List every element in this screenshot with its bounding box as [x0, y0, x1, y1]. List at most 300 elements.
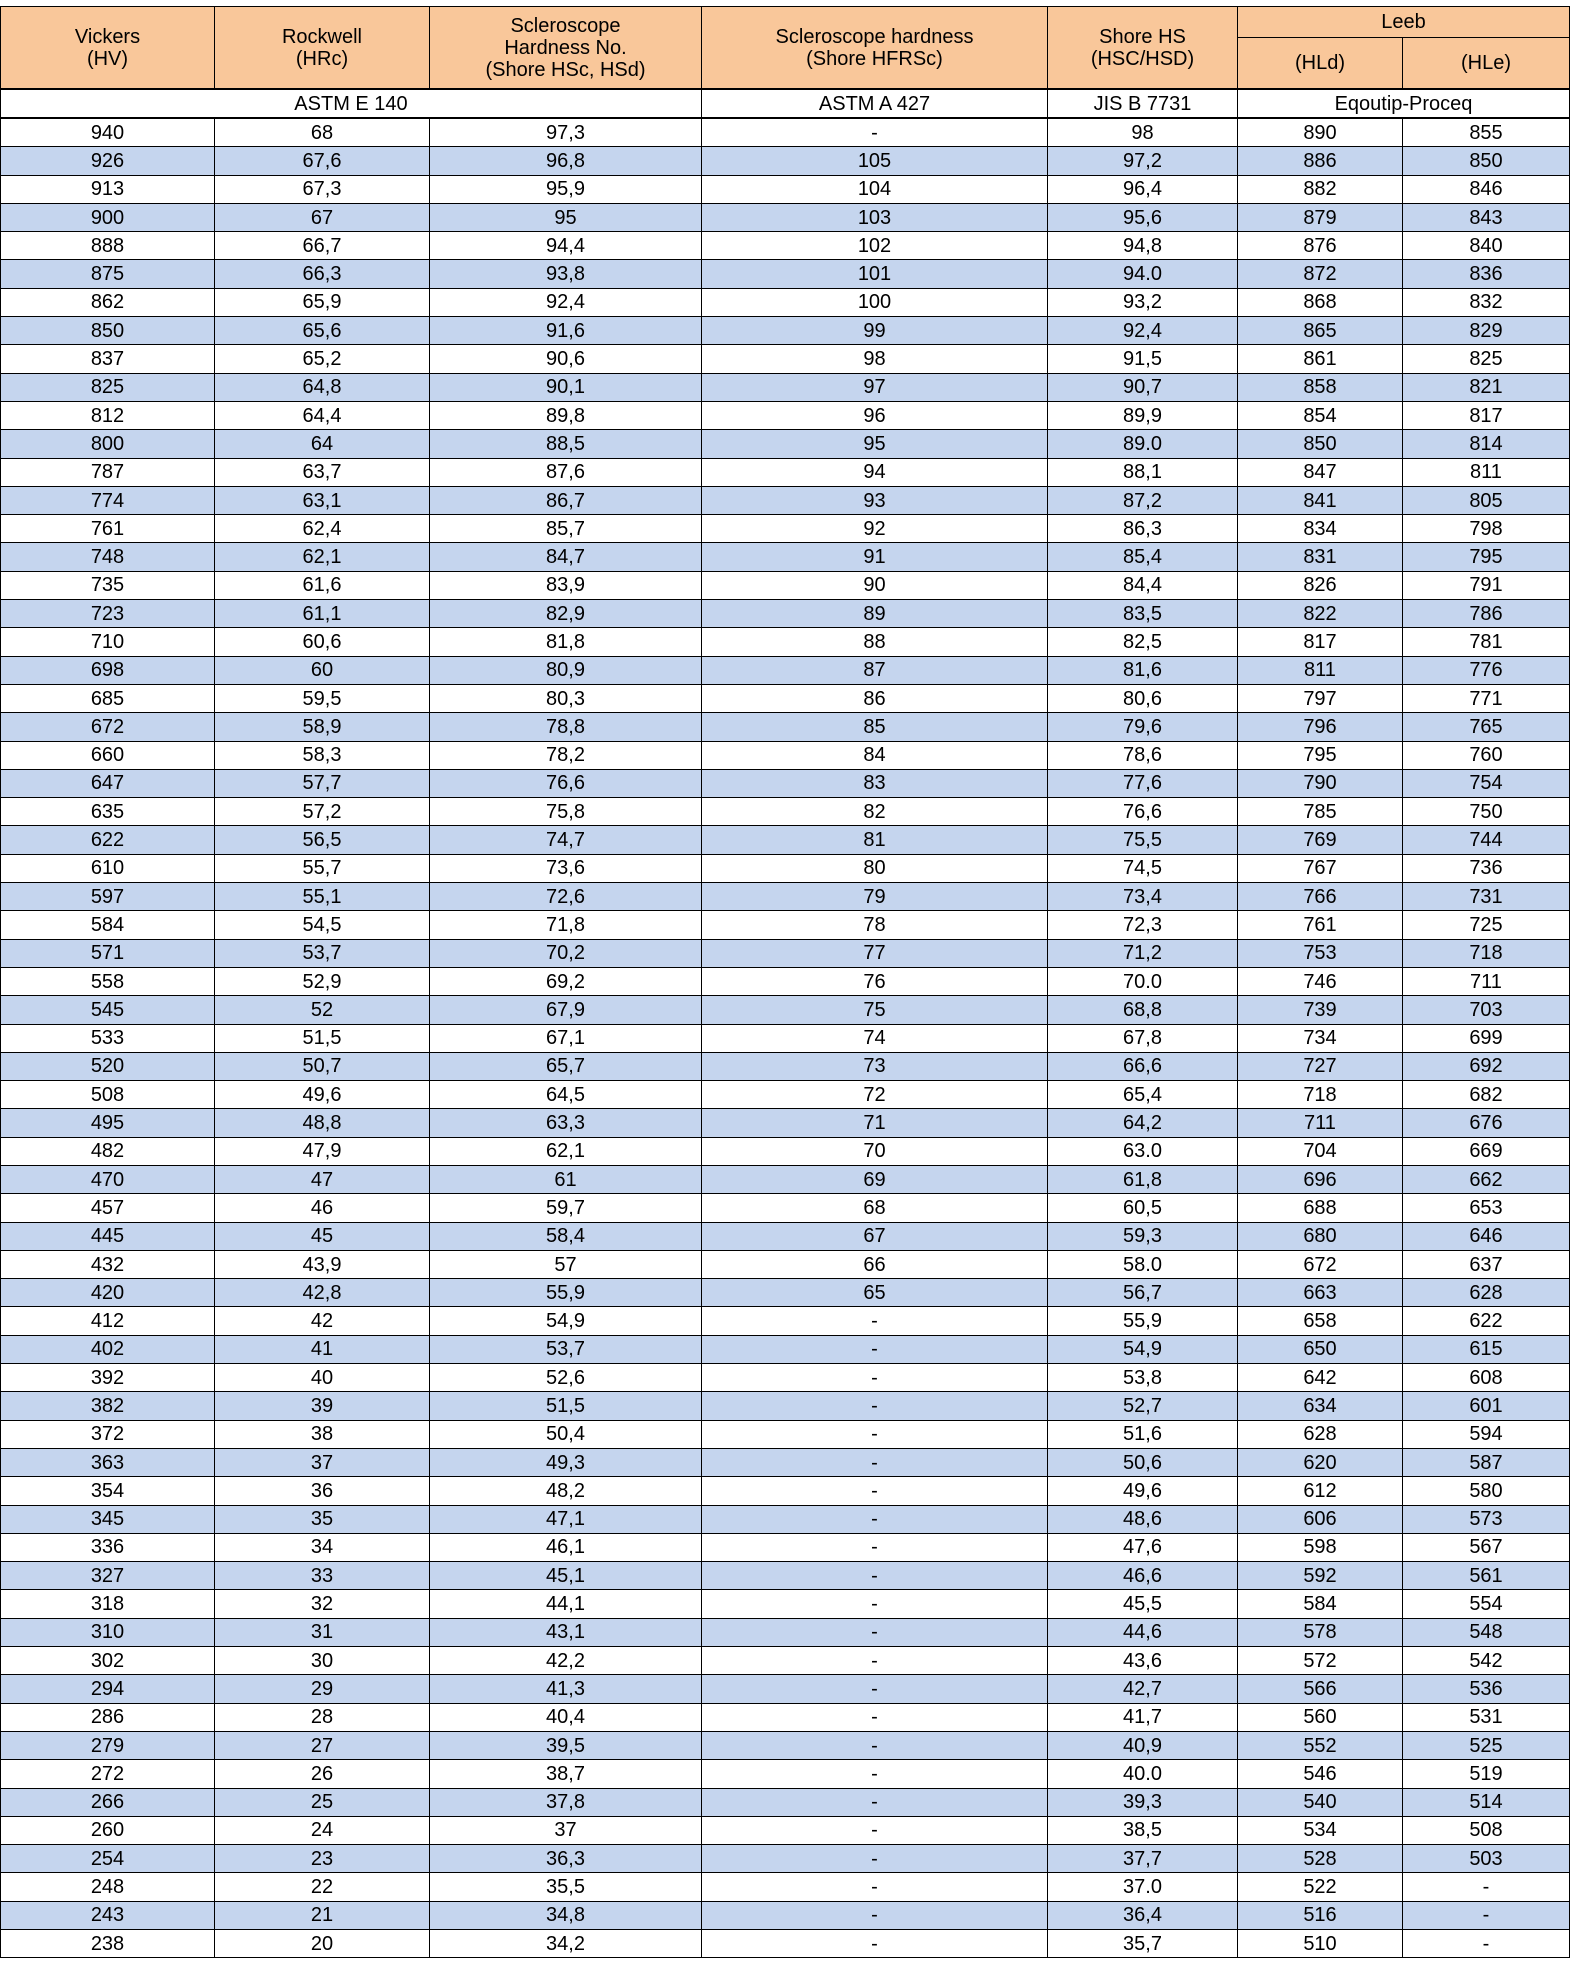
table-row [1, 1165, 1570, 1193]
cell-leeb-hld: 811 [1238, 656, 1403, 684]
cell-vickers: 597 [1, 883, 215, 911]
cell-shore-hs: 75,5 [1048, 826, 1238, 854]
cell-leeb-hle: 798 [1403, 515, 1570, 543]
table-row [1, 1505, 1570, 1533]
table-row [1, 996, 1570, 1024]
cell-leeb-hld: 672 [1238, 1250, 1403, 1278]
cell-scleroscope-hardness: - [702, 1647, 1048, 1675]
cell-shore-hs: 86,3 [1048, 515, 1238, 543]
cell-rockwell: 38 [215, 1420, 430, 1448]
cell-leeb-hld: 534 [1238, 1816, 1403, 1844]
cell-rockwell: 32 [215, 1590, 430, 1618]
cell-rockwell: 26 [215, 1760, 430, 1788]
cell-scleroscope-hardness: - [702, 1335, 1048, 1363]
cell-scleroscope-hardness: - [702, 1533, 1048, 1561]
cell-rockwell: 22 [215, 1873, 430, 1901]
cell-leeb-hle: 519 [1403, 1760, 1570, 1788]
cell-rockwell: 52 [215, 996, 430, 1024]
cell-vickers: 457 [1, 1194, 215, 1222]
cell-rockwell: 28 [215, 1703, 430, 1731]
cell-leeb-hle: 829 [1403, 317, 1570, 345]
cell-scleroscope-hardness: 93 [702, 486, 1048, 514]
cell-rockwell: 45 [215, 1222, 430, 1250]
cell-leeb-hld: 566 [1238, 1675, 1403, 1703]
cell-scleroscope-hardness: 69 [702, 1165, 1048, 1193]
cell-vickers: 310 [1, 1618, 215, 1646]
cell-shore-hs: 88,1 [1048, 458, 1238, 486]
table-row [1, 1420, 1570, 1448]
cell-vickers: 336 [1, 1533, 215, 1561]
cell-vickers: 272 [1, 1760, 215, 1788]
table-row [1, 1392, 1570, 1420]
cell-rockwell: 36 [215, 1477, 430, 1505]
cell-rockwell: 52,9 [215, 967, 430, 995]
cell-vickers: 812 [1, 401, 215, 429]
cell-leeb-hle: 692 [1403, 1052, 1570, 1080]
cell-leeb-hle: 531 [1403, 1703, 1570, 1731]
cell-vickers: 286 [1, 1703, 215, 1731]
cell-rockwell: 64,8 [215, 373, 430, 401]
cell-vickers: 482 [1, 1137, 215, 1165]
cell-scleroscope-no: 80,9 [430, 656, 702, 684]
cell-vickers: 913 [1, 175, 215, 203]
cell-leeb-hld: 663 [1238, 1279, 1403, 1307]
cell-shore-hs: 90,7 [1048, 373, 1238, 401]
cell-scleroscope-no: 51,5 [430, 1392, 702, 1420]
table-row [1, 769, 1570, 797]
cell-vickers: 660 [1, 741, 215, 769]
table-row [1, 1137, 1570, 1165]
cell-shore-hs: 95,6 [1048, 203, 1238, 231]
cell-scleroscope-hardness: 75 [702, 996, 1048, 1024]
cell-leeb-hld: 841 [1238, 486, 1403, 514]
cell-shore-hs: 92,4 [1048, 317, 1238, 345]
cell-scleroscope-no: 40,4 [430, 1703, 702, 1731]
cell-scleroscope-hardness: 90 [702, 571, 1048, 599]
cell-scleroscope-hardness: 77 [702, 939, 1048, 967]
cell-scleroscope-no: 96,8 [430, 147, 702, 175]
cell-scleroscope-hardness: 71 [702, 1109, 1048, 1137]
cell-rockwell: 31 [215, 1618, 430, 1646]
cell-scleroscope-hardness: - [702, 1307, 1048, 1335]
cell-rockwell: 23 [215, 1845, 430, 1873]
standard-equotip: Eqoutip-Proceq [1238, 89, 1570, 118]
cell-scleroscope-hardness: - [702, 1901, 1048, 1929]
cell-leeb-hld: 540 [1238, 1788, 1403, 1816]
cell-leeb-hld: 650 [1238, 1335, 1403, 1363]
cell-shore-hs: 80,6 [1048, 684, 1238, 712]
cell-scleroscope-hardness: - [702, 1816, 1048, 1844]
cell-scleroscope-hardness: 94 [702, 458, 1048, 486]
table-row [1, 515, 1570, 543]
cell-shore-hs: 91,5 [1048, 345, 1238, 373]
cell-shore-hs: 40.0 [1048, 1760, 1238, 1788]
cell-scleroscope-hardness: 79 [702, 883, 1048, 911]
cell-rockwell: 65,6 [215, 317, 430, 345]
table-row [1, 260, 1570, 288]
cell-rockwell: 56,5 [215, 826, 430, 854]
cell-scleroscope-no: 76,6 [430, 769, 702, 797]
cell-rockwell: 60 [215, 656, 430, 684]
cell-leeb-hle: 760 [1403, 741, 1570, 769]
cell-rockwell: 61,6 [215, 571, 430, 599]
cell-vickers: 622 [1, 826, 215, 854]
cell-leeb-hle: 750 [1403, 798, 1570, 826]
table-row [1, 713, 1570, 741]
table-row [1, 911, 1570, 939]
cell-leeb-hld: 584 [1238, 1590, 1403, 1618]
cell-leeb-hle: 615 [1403, 1335, 1570, 1363]
cell-scleroscope-no: 54,9 [430, 1307, 702, 1335]
cell-shore-hs: 56,7 [1048, 1279, 1238, 1307]
cell-rockwell: 29 [215, 1675, 430, 1703]
cell-leeb-hld: 704 [1238, 1137, 1403, 1165]
cell-leeb-hle: 771 [1403, 684, 1570, 712]
table-row [1, 1788, 1570, 1816]
cell-vickers: 495 [1, 1109, 215, 1137]
hardness-conversion-table [0, 6, 1570, 1958]
cell-leeb-hld: 727 [1238, 1052, 1403, 1080]
cell-scleroscope-no: 73,6 [430, 854, 702, 882]
cell-scleroscope-no: 94,4 [430, 232, 702, 260]
cell-vickers: 243 [1, 1901, 215, 1929]
cell-vickers: 900 [1, 203, 215, 231]
table-row [1, 458, 1570, 486]
cell-scleroscope-no: 37,8 [430, 1788, 702, 1816]
standard-astm-a427: ASTM A 427 [702, 89, 1048, 118]
cell-rockwell: 53,7 [215, 939, 430, 967]
cell-vickers: 238 [1, 1930, 215, 1958]
standards-row [1, 89, 1570, 118]
cell-shore-hs: 36,4 [1048, 1901, 1238, 1929]
cell-rockwell: 55,7 [215, 854, 430, 882]
cell-scleroscope-hardness: - [702, 1873, 1048, 1901]
table-row [1, 203, 1570, 231]
cell-shore-hs: 41,7 [1048, 1703, 1238, 1731]
cell-leeb-hld: 620 [1238, 1448, 1403, 1476]
cell-scleroscope-hardness: 100 [702, 288, 1048, 316]
cell-vickers: 545 [1, 996, 215, 1024]
cell-scleroscope-hardness: - [702, 1590, 1048, 1618]
cell-leeb-hle: 795 [1403, 543, 1570, 571]
cell-shore-hs: 89,9 [1048, 401, 1238, 429]
cell-shore-hs: 72,3 [1048, 911, 1238, 939]
header-leeb-hld: (HLd) [1238, 38, 1403, 90]
cell-vickers: 850 [1, 317, 215, 345]
cell-scleroscope-hardness: 66 [702, 1250, 1048, 1278]
table-row [1, 741, 1570, 769]
cell-scleroscope-hardness: - [702, 1477, 1048, 1505]
cell-rockwell: 43,9 [215, 1250, 430, 1278]
cell-rockwell: 58,3 [215, 741, 430, 769]
cell-vickers: 260 [1, 1816, 215, 1844]
cell-scleroscope-hardness: 105 [702, 147, 1048, 175]
table-row [1, 175, 1570, 203]
cell-vickers: 584 [1, 911, 215, 939]
cell-leeb-hle: 817 [1403, 401, 1570, 429]
cell-shore-hs: 58.0 [1048, 1250, 1238, 1278]
cell-scleroscope-hardness: 87 [702, 656, 1048, 684]
cell-vickers: 837 [1, 345, 215, 373]
cell-vickers: 558 [1, 967, 215, 995]
cell-leeb-hld: 734 [1238, 1024, 1403, 1052]
cell-rockwell: 62,1 [215, 543, 430, 571]
table-row [1, 1873, 1570, 1901]
cell-leeb-hld: 766 [1238, 883, 1403, 911]
cell-vickers: 318 [1, 1590, 215, 1618]
cell-vickers: 294 [1, 1675, 215, 1703]
cell-vickers: 862 [1, 288, 215, 316]
cell-shore-hs: 59,3 [1048, 1222, 1238, 1250]
table-row [1, 1731, 1570, 1759]
cell-leeb-hle: 765 [1403, 713, 1570, 741]
cell-scleroscope-no: 83,9 [430, 571, 702, 599]
cell-shore-hs: 94,8 [1048, 232, 1238, 260]
cell-vickers: 698 [1, 656, 215, 684]
table-row [1, 232, 1570, 260]
cell-rockwell: 62,4 [215, 515, 430, 543]
cell-leeb-hld: 560 [1238, 1703, 1403, 1731]
cell-leeb-hle: 855 [1403, 118, 1570, 147]
cell-shore-hs: 49,6 [1048, 1477, 1238, 1505]
cell-vickers: 710 [1, 628, 215, 656]
cell-leeb-hle: 646 [1403, 1222, 1570, 1250]
cell-leeb-hld: 882 [1238, 175, 1403, 203]
cell-scleroscope-no: 62,1 [430, 1137, 702, 1165]
cell-scleroscope-no: 65,7 [430, 1052, 702, 1080]
cell-shore-hs: 84,4 [1048, 571, 1238, 599]
cell-scleroscope-hardness: 74 [702, 1024, 1048, 1052]
cell-leeb-hld: 817 [1238, 628, 1403, 656]
table-row [1, 486, 1570, 514]
cell-scleroscope-hardness: 68 [702, 1194, 1048, 1222]
cell-leeb-hld: 886 [1238, 147, 1403, 175]
cell-scleroscope-no: 45,1 [430, 1562, 702, 1590]
cell-shore-hs: 37.0 [1048, 1873, 1238, 1901]
cell-vickers: 508 [1, 1081, 215, 1109]
cell-scleroscope-no: 80,3 [430, 684, 702, 712]
table-row [1, 1675, 1570, 1703]
standard-astm-e140: ASTM E 140 [1, 89, 702, 118]
cell-vickers: 254 [1, 1845, 215, 1873]
cell-leeb-hld: 612 [1238, 1477, 1403, 1505]
header-shore-hs: Shore HS (HSC/HSD) [1048, 7, 1238, 90]
cell-shore-hs: 50,6 [1048, 1448, 1238, 1476]
cell-scleroscope-hardness: 95 [702, 430, 1048, 458]
cell-leeb-hle: 525 [1403, 1731, 1570, 1759]
cell-rockwell: 57,7 [215, 769, 430, 797]
cell-leeb-hld: 642 [1238, 1364, 1403, 1392]
cell-scleroscope-no: 47,1 [430, 1505, 702, 1533]
cell-scleroscope-hardness: 80 [702, 854, 1048, 882]
table-row [1, 1024, 1570, 1052]
cell-scleroscope-no: 78,2 [430, 741, 702, 769]
cell-scleroscope-hardness: - [702, 118, 1048, 147]
header-leeb-hle: (HLe) [1403, 38, 1570, 90]
cell-leeb-hle: 542 [1403, 1647, 1570, 1675]
table-row [1, 1109, 1570, 1137]
cell-leeb-hld: 858 [1238, 373, 1403, 401]
cell-scleroscope-hardness: 67 [702, 1222, 1048, 1250]
cell-rockwell: 51,5 [215, 1024, 430, 1052]
cell-scleroscope-hardness: 98 [702, 345, 1048, 373]
table-row [1, 1533, 1570, 1561]
cell-scleroscope-no: 67,1 [430, 1024, 702, 1052]
cell-rockwell: 49,6 [215, 1081, 430, 1109]
cell-rockwell: 66,7 [215, 232, 430, 260]
cell-vickers: 412 [1, 1307, 215, 1335]
cell-leeb-hld: 711 [1238, 1109, 1403, 1137]
cell-vickers: 610 [1, 854, 215, 882]
cell-vickers: 825 [1, 373, 215, 401]
table-row [1, 1081, 1570, 1109]
cell-shore-hs: 52,7 [1048, 1392, 1238, 1420]
table-row [1, 939, 1570, 967]
cell-leeb-hle: 832 [1403, 288, 1570, 316]
cell-scleroscope-no: 43,1 [430, 1618, 702, 1646]
cell-vickers: 392 [1, 1364, 215, 1392]
cell-scleroscope-no: 46,1 [430, 1533, 702, 1561]
cell-vickers: 787 [1, 458, 215, 486]
cell-leeb-hle: 580 [1403, 1477, 1570, 1505]
cell-rockwell: 42,8 [215, 1279, 430, 1307]
cell-shore-hs: 45,5 [1048, 1590, 1238, 1618]
cell-shore-hs: 89.0 [1048, 430, 1238, 458]
table-row [1, 1618, 1570, 1646]
cell-leeb-hld: 847 [1238, 458, 1403, 486]
cell-scleroscope-no: 53,7 [430, 1335, 702, 1363]
cell-scleroscope-hardness: - [702, 1731, 1048, 1759]
cell-shore-hs: 37,7 [1048, 1845, 1238, 1873]
cell-rockwell: 35 [215, 1505, 430, 1533]
table-row [1, 1335, 1570, 1363]
table-row [1, 1448, 1570, 1476]
cell-scleroscope-no: 97,3 [430, 118, 702, 147]
cell-leeb-hle: 503 [1403, 1845, 1570, 1873]
cell-vickers: 420 [1, 1279, 215, 1307]
cell-scleroscope-no: 93,8 [430, 260, 702, 288]
cell-scleroscope-no: 81,8 [430, 628, 702, 656]
cell-leeb-hle: 754 [1403, 769, 1570, 797]
cell-scleroscope-hardness: 84 [702, 741, 1048, 769]
cell-scleroscope-hardness: 82 [702, 798, 1048, 826]
cell-scleroscope-hardness: 65 [702, 1279, 1048, 1307]
cell-leeb-hld: 658 [1238, 1307, 1403, 1335]
cell-vickers: 402 [1, 1335, 215, 1363]
table-header [1, 7, 1570, 119]
cell-scleroscope-no: 49,3 [430, 1448, 702, 1476]
table-row [1, 1052, 1570, 1080]
cell-shore-hs: 81,6 [1048, 656, 1238, 684]
cell-scleroscope-no: 34,2 [430, 1930, 702, 1958]
cell-leeb-hld: 879 [1238, 203, 1403, 231]
cell-leeb-hld: 578 [1238, 1618, 1403, 1646]
cell-scleroscope-no: 57 [430, 1250, 702, 1278]
cell-scleroscope-no: 36,3 [430, 1845, 702, 1873]
cell-scleroscope-no: 88,5 [430, 430, 702, 458]
table-row [1, 826, 1570, 854]
cell-shore-hs: 76,6 [1048, 798, 1238, 826]
cell-vickers: 279 [1, 1731, 215, 1759]
cell-scleroscope-no: 90,1 [430, 373, 702, 401]
cell-scleroscope-hardness: 78 [702, 911, 1048, 939]
cell-vickers: 571 [1, 939, 215, 967]
cell-leeb-hle: 781 [1403, 628, 1570, 656]
table-row [1, 1194, 1570, 1222]
cell-rockwell: 39 [215, 1392, 430, 1420]
cell-rockwell: 64,4 [215, 401, 430, 429]
cell-leeb-hle: 736 [1403, 854, 1570, 882]
cell-shore-hs: 64,2 [1048, 1109, 1238, 1137]
table-row [1, 628, 1570, 656]
cell-leeb-hle: 536 [1403, 1675, 1570, 1703]
cell-scleroscope-no: 39,5 [430, 1731, 702, 1759]
table-row [1, 1816, 1570, 1844]
cell-leeb-hld: 822 [1238, 600, 1403, 628]
cell-scleroscope-no: 87,6 [430, 458, 702, 486]
cell-leeb-hle: 811 [1403, 458, 1570, 486]
cell-vickers: 363 [1, 1448, 215, 1476]
cell-scleroscope-hardness: 86 [702, 684, 1048, 712]
cell-shore-hs: 46,6 [1048, 1562, 1238, 1590]
cell-scleroscope-no: 50,4 [430, 1420, 702, 1448]
table-row [1, 1279, 1570, 1307]
cell-leeb-hld: 795 [1238, 741, 1403, 769]
cell-vickers: 445 [1, 1222, 215, 1250]
table-row [1, 1703, 1570, 1731]
table-row [1, 656, 1570, 684]
cell-rockwell: 58,9 [215, 713, 430, 741]
cell-vickers: 672 [1, 713, 215, 741]
cell-vickers: 520 [1, 1052, 215, 1080]
cell-rockwell: 24 [215, 1816, 430, 1844]
cell-shore-hs: 47,6 [1048, 1533, 1238, 1561]
cell-rockwell: 67,3 [215, 175, 430, 203]
cell-leeb-hld: 767 [1238, 854, 1403, 882]
cell-rockwell: 46 [215, 1194, 430, 1222]
table-row [1, 118, 1570, 147]
cell-scleroscope-no: 86,7 [430, 486, 702, 514]
cell-leeb-hld: 769 [1238, 826, 1403, 854]
cell-scleroscope-no: 75,8 [430, 798, 702, 826]
cell-scleroscope-hardness: - [702, 1562, 1048, 1590]
cell-shore-hs: 61,8 [1048, 1165, 1238, 1193]
cell-rockwell: 30 [215, 1647, 430, 1675]
cell-shore-hs: 67,8 [1048, 1024, 1238, 1052]
cell-leeb-hle: 628 [1403, 1279, 1570, 1307]
cell-shore-hs: 79,6 [1048, 713, 1238, 741]
cell-scleroscope-no: 90,6 [430, 345, 702, 373]
cell-leeb-hld: 510 [1238, 1930, 1403, 1958]
cell-leeb-hld: 753 [1238, 939, 1403, 967]
table-row [1, 317, 1570, 345]
cell-leeb-hld: 890 [1238, 118, 1403, 147]
cell-leeb-hld: 572 [1238, 1647, 1403, 1675]
cell-rockwell: 66,3 [215, 260, 430, 288]
cell-scleroscope-no: 61 [430, 1165, 702, 1193]
cell-leeb-hle: 682 [1403, 1081, 1570, 1109]
cell-rockwell: 65,2 [215, 345, 430, 373]
cell-vickers: 302 [1, 1647, 215, 1675]
cell-leeb-hle: 669 [1403, 1137, 1570, 1165]
cell-vickers: 875 [1, 260, 215, 288]
cell-scleroscope-no: 72,6 [430, 883, 702, 911]
cell-scleroscope-hardness: 73 [702, 1052, 1048, 1080]
cell-leeb-hle: 825 [1403, 345, 1570, 373]
cell-scleroscope-no: 42,2 [430, 1647, 702, 1675]
cell-leeb-hle: 676 [1403, 1109, 1570, 1137]
cell-scleroscope-no: 37 [430, 1816, 702, 1844]
